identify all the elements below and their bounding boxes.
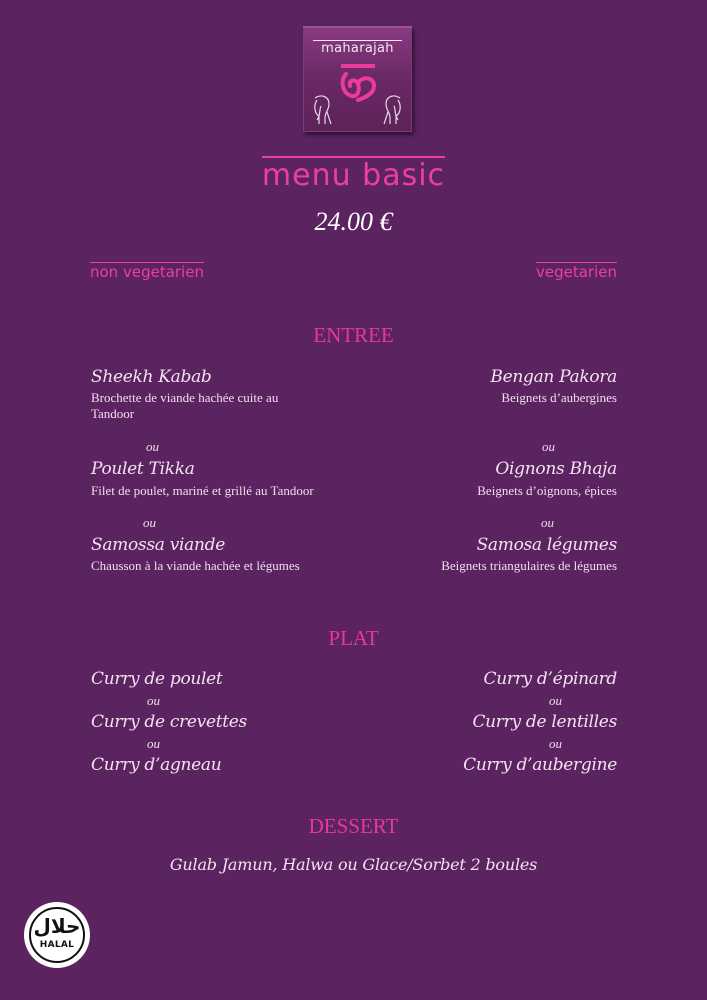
halal-badge-ring (29, 907, 85, 963)
dish-description: Beignets triangulaires de légumes (441, 558, 617, 573)
dish-name: Samosa légumes (476, 535, 617, 555)
dish-name: Curry de crevettes (91, 712, 247, 732)
dish-description: Beignets d’oignons, épices (477, 483, 617, 498)
dish-description: Brochette de viande hachée cuite au (91, 390, 279, 405)
column-heading-vegetarian: vegetarien (536, 263, 617, 281)
dish-name: Curry d’aubergine (463, 755, 617, 775)
dish-name: Curry d’épinard (483, 669, 617, 689)
dish-description: Beignets d’aubergines (501, 390, 617, 405)
elephant-icon (382, 94, 404, 126)
halal-arabic-text: حلال (33, 914, 81, 938)
menu-price: 24.00 € (314, 207, 393, 236)
column-heading-non-vegetarian: non vegetarien (90, 263, 204, 281)
dish-name: Curry d’agneau (91, 755, 222, 775)
logo-glyph-icon (338, 60, 378, 102)
halal-badge (26, 904, 88, 966)
dish-description: Filet de poulet, mariné et grillé au Tandoor (91, 483, 314, 498)
menu-title: menu basic (261, 158, 446, 193)
dish-name: Sheekh Kabab (91, 367, 212, 387)
or-separator: ou (542, 439, 555, 454)
halal-label: HALAL (39, 940, 75, 950)
logo-wordmark: maharajah (313, 40, 402, 56)
dish-description: Tandoor (91, 406, 135, 421)
section-title-dessert: DESSERT (308, 814, 399, 838)
section-title-entree: ENTREE (313, 323, 394, 347)
dish-name: Samossa viande (91, 535, 225, 555)
or-separator: ou (549, 736, 562, 751)
dish-name: Oignons Bhaja (495, 459, 617, 479)
dessert-items: Gulab Jamun, Halwa ou Glace/Sorbet 2 boules (169, 855, 538, 874)
dish-name: Bengan Pakora (490, 367, 617, 387)
or-separator: ou (541, 515, 554, 530)
or-separator: ou (143, 515, 156, 530)
elephant-icon (311, 94, 333, 126)
dish-name: Curry de lentilles (472, 712, 617, 732)
or-separator: ou (146, 439, 159, 454)
or-separator: ou (147, 693, 160, 708)
dish-name: Poulet Tikka (91, 459, 195, 479)
dish-description: Chausson à la viande hachée et légumes (91, 558, 300, 573)
section-title-plat: PLAT (328, 626, 379, 650)
restaurant-logo (303, 26, 412, 132)
dish-name: Curry de poulet (91, 669, 223, 689)
or-separator: ou (549, 693, 562, 708)
or-separator: ou (147, 736, 160, 751)
